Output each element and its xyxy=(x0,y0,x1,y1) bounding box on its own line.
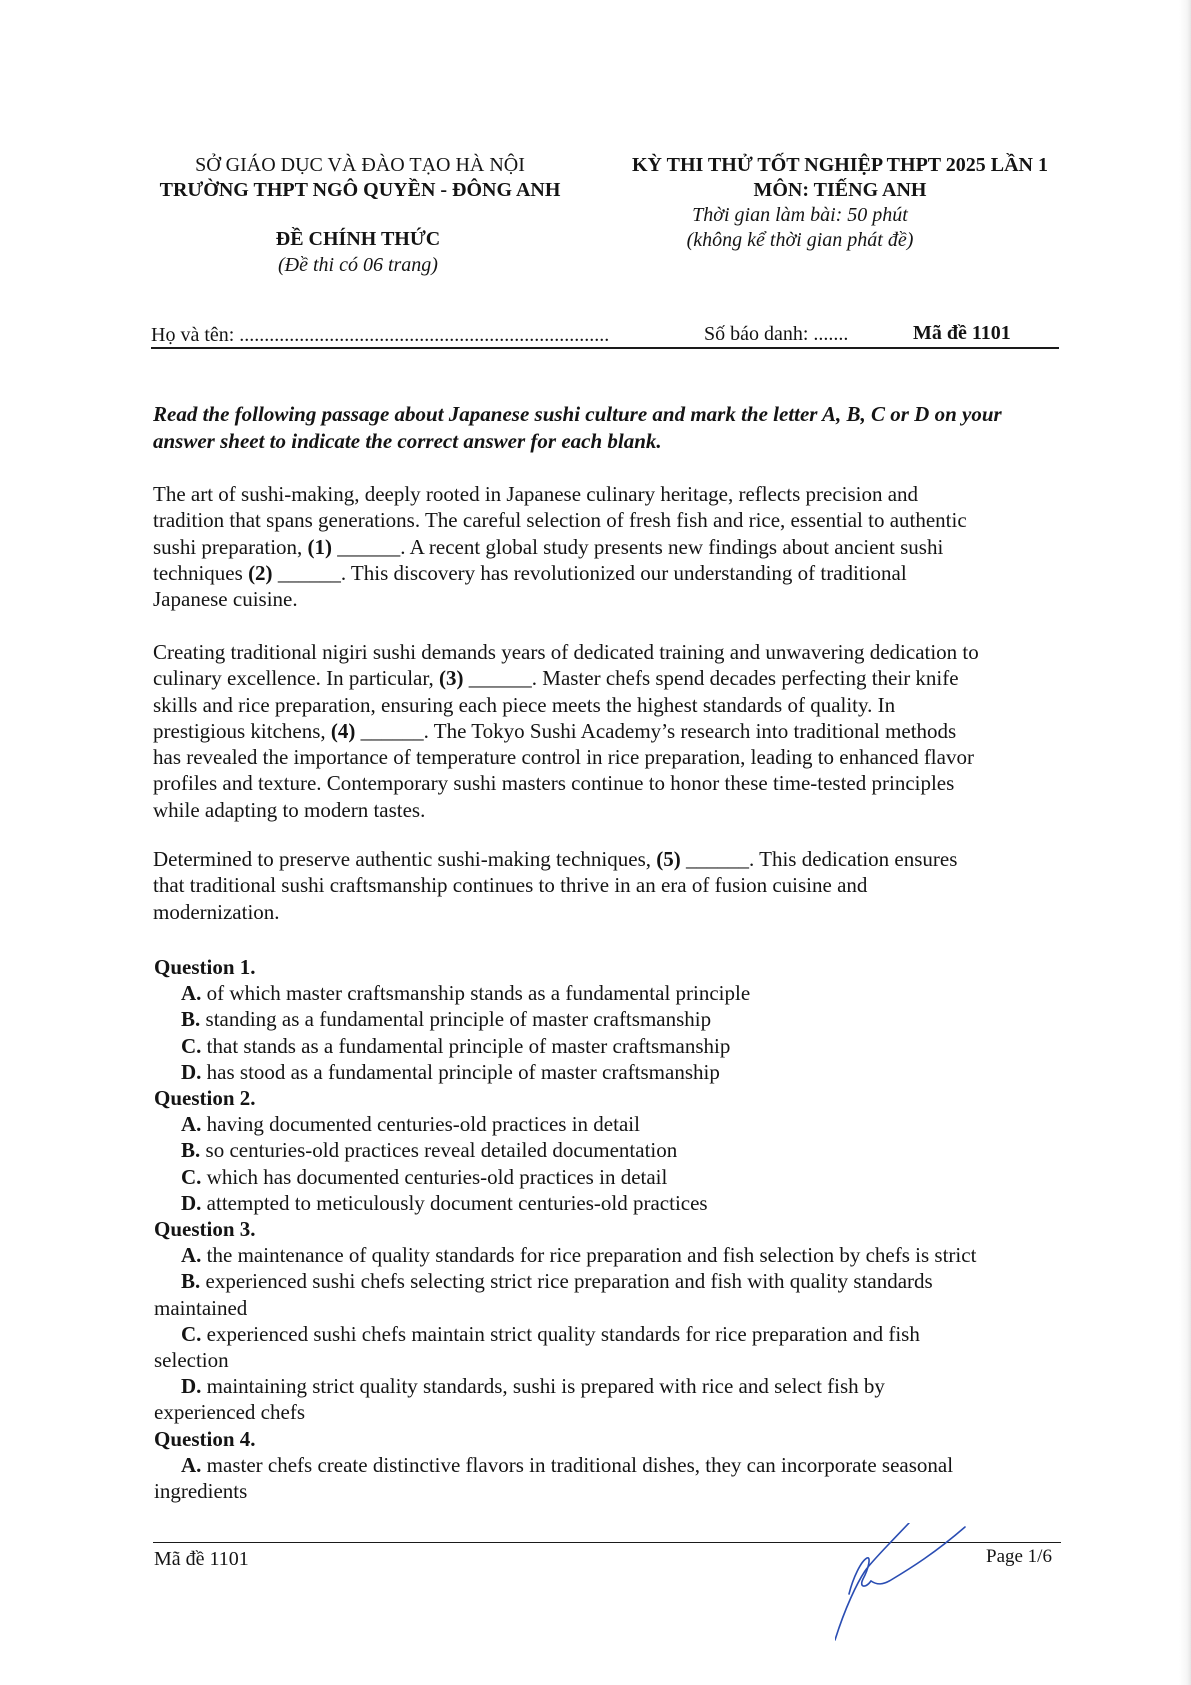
option-letter: A. xyxy=(181,1452,202,1477)
option-text-continued: maintained xyxy=(154,1295,248,1320)
question-title: Question 4. xyxy=(154,1426,256,1451)
blank: ______. This discovery has revolutionized our understanding of traditional xyxy=(272,560,907,585)
answer-option-2d[interactable] xyxy=(154,1190,1054,1216)
answer-option-1b[interactable] xyxy=(154,1006,1054,1032)
passage-line xyxy=(153,846,1053,872)
option-letter: B. xyxy=(181,1269,201,1294)
passage-line xyxy=(153,560,1053,586)
answer-option-2a[interactable] xyxy=(154,1111,1054,1137)
passage-text: sushi preparation, xyxy=(153,534,308,559)
blank-number: (2) xyxy=(248,560,273,585)
option-letter: C. xyxy=(181,1321,202,1346)
option-letter: D. xyxy=(181,1374,202,1399)
answer-option-4a[interactable] xyxy=(154,1452,1054,1478)
passage-text: Determined to preserve authentic sushi-making techniques, xyxy=(153,847,657,871)
option-text: master chefs create distinctive flavors in traditional dishes, they can incorporate seasonal xyxy=(201,1452,954,1477)
passage-line: that traditional sushi craftsmanship continues to thrive in an era of fusion cuisine and xyxy=(153,873,868,898)
passage-line: while adapting to modern tastes. xyxy=(153,797,426,822)
passage-text: prestigious kitchens, xyxy=(153,718,331,743)
blank-number: (3) xyxy=(439,666,464,691)
option-text: experienced sushi chefs maintain strict quality standards for rice preparation and fish xyxy=(201,1321,920,1346)
option-text-continued: experienced chefs xyxy=(154,1400,305,1425)
passage-line: skills and rice preparation, ensuring each piece meets the highest standards of quality. In xyxy=(153,692,896,717)
answer-option-3d[interactable] xyxy=(154,1373,1054,1399)
option-text: experienced sushi chefs selecting strict rice preparation and fish with quality standards xyxy=(200,1269,933,1294)
blank-number: (5) xyxy=(656,847,681,871)
option-text-continued: selection xyxy=(154,1348,229,1373)
blank-number: (4) xyxy=(330,718,356,743)
answer-option-2b[interactable] xyxy=(154,1137,1054,1163)
blank: ______. A recent global study presents new findings about ancient sushi xyxy=(332,534,944,559)
passage-line: tradition that spans generations. The careful selection of fresh fish and rice, essential to authentic xyxy=(153,508,967,533)
department-name: SỞ GIÁO DỤC VÀ ĐÀO TẠO HÀ NỘI xyxy=(195,154,525,176)
question-title: Question 1. xyxy=(154,955,256,979)
exam-title: KỲ THI THỬ TỐT NGHIỆP THPT 2025 LẦN 1 xyxy=(631,154,1049,176)
passage-paragraph-2 xyxy=(153,639,1053,823)
candidate-name-field: Họ và tên: .......................................................................... xyxy=(151,324,610,346)
option-letter: A. xyxy=(181,1243,202,1268)
option-text: has stood as a fundamental principle of master craftsmanship xyxy=(201,1059,720,1084)
passage-line: Japanese cuisine. xyxy=(153,587,298,612)
passage-line xyxy=(153,718,1053,744)
passage-line xyxy=(153,665,1053,691)
option-text: of which master craftsmanship stands as a fundamental principle xyxy=(201,981,751,1006)
answer-option-1a[interactable] xyxy=(154,980,1054,1006)
page-count-note: (Đề thi có 06 trang) xyxy=(278,254,438,276)
passage-paragraph-3 xyxy=(153,846,1053,925)
passage-line xyxy=(153,534,1053,560)
header-rule xyxy=(151,347,1059,349)
option-text: so centuries-old practices reveal detailed documentation xyxy=(200,1138,678,1163)
option-letter: A. xyxy=(181,981,202,1006)
option-text: having documented centuries-old practices in detail xyxy=(201,1112,640,1137)
signature-image xyxy=(835,1523,1025,1643)
option-letter: B. xyxy=(181,1007,201,1032)
exam-duration: Thời gian làm bài: 50 phút xyxy=(692,204,908,226)
blank-number: (1) xyxy=(307,534,333,559)
option-text: attempted to meticulously document centuries-old practices xyxy=(201,1190,708,1215)
option-letter: D. xyxy=(181,1059,202,1084)
option-letter: A. xyxy=(181,1112,202,1137)
blank: ______. Master chefs spend decades perfecting their knife xyxy=(463,666,959,691)
passage-text: culinary excellence. In particular, xyxy=(153,666,440,691)
passage-line: Creating traditional nigiri sushi demands years of dedicated training and unwavering dedication to xyxy=(153,640,979,664)
option-text: maintaining strict quality standards, sushi is prepared with rice and select fish by xyxy=(201,1374,885,1399)
reading-instruction: Read the following passage about Japanese sushi culture and mark the letter A, B, C or D on your answer sheet to indicate the correct answer for each blank. xyxy=(153,402,1002,453)
candidate-number-field: Số báo danh: ....... xyxy=(704,323,849,345)
passage-line: has revealed the importance of temperature control in rice preparation, leading to enhanced flavor xyxy=(153,745,974,770)
option-text: standing as a fundamental principle of master craftsmanship xyxy=(200,1007,712,1032)
option-text-continued: ingredients xyxy=(154,1479,248,1504)
answer-option-2c[interactable] xyxy=(154,1164,1054,1190)
passage-line: modernization. xyxy=(153,899,280,924)
option-text: the maintenance of quality standards for rice preparation and fish selection by chefs is strict xyxy=(201,1243,977,1268)
passage-line: The art of sushi-making, deeply rooted in Japanese culinary heritage, reflects precision and xyxy=(153,482,919,506)
passage-text: techniques xyxy=(153,560,249,585)
answer-option-3a[interactable] xyxy=(154,1242,1054,1268)
question-list xyxy=(154,954,1054,1504)
school-name: TRƯỜNG THPT NGÔ QUYỀN - ĐÔNG ANH xyxy=(159,179,561,201)
answer-option-3b[interactable] xyxy=(154,1268,1054,1294)
option-letter: C. xyxy=(181,1033,202,1058)
official-exam-label: ĐỀ CHÍNH THỨC xyxy=(275,228,441,250)
page-edge-shadow xyxy=(1179,0,1191,1685)
answer-option-1d[interactable] xyxy=(154,1059,1054,1085)
option-letter: C. xyxy=(181,1164,202,1189)
exam-code: Mã đề 1101 xyxy=(913,322,1011,344)
exam-subject: MÔN: TIẾNG ANH xyxy=(753,179,927,201)
answer-option-3c[interactable] xyxy=(154,1321,1054,1347)
passage-paragraph-1 xyxy=(153,481,1053,612)
blank: ______. This dedication ensures xyxy=(680,847,958,871)
answer-option-1c[interactable] xyxy=(154,1033,1054,1059)
passage-line: profiles and texture. Contemporary sushi masters continue to honor these time-tested principles xyxy=(153,771,955,796)
footer-page-number: Page 1/6 xyxy=(986,1546,1052,1567)
question-title: Question 2. xyxy=(154,1086,256,1111)
option-letter: D. xyxy=(181,1190,202,1215)
blank: ______. The Tokyo Sushi Academy’s research into traditional methods xyxy=(355,718,957,743)
option-text: that stands as a fundamental principle of master craftsmanship xyxy=(201,1033,731,1058)
question-title: Question 3. xyxy=(154,1217,256,1242)
footer-exam-code: Mã đề 1101 xyxy=(154,1548,249,1570)
option-letter: B. xyxy=(181,1138,201,1163)
exam-duration-note: (không kể thời gian phát đề) xyxy=(686,229,914,251)
option-text: which has documented centuries-old practices in detail xyxy=(201,1164,668,1189)
